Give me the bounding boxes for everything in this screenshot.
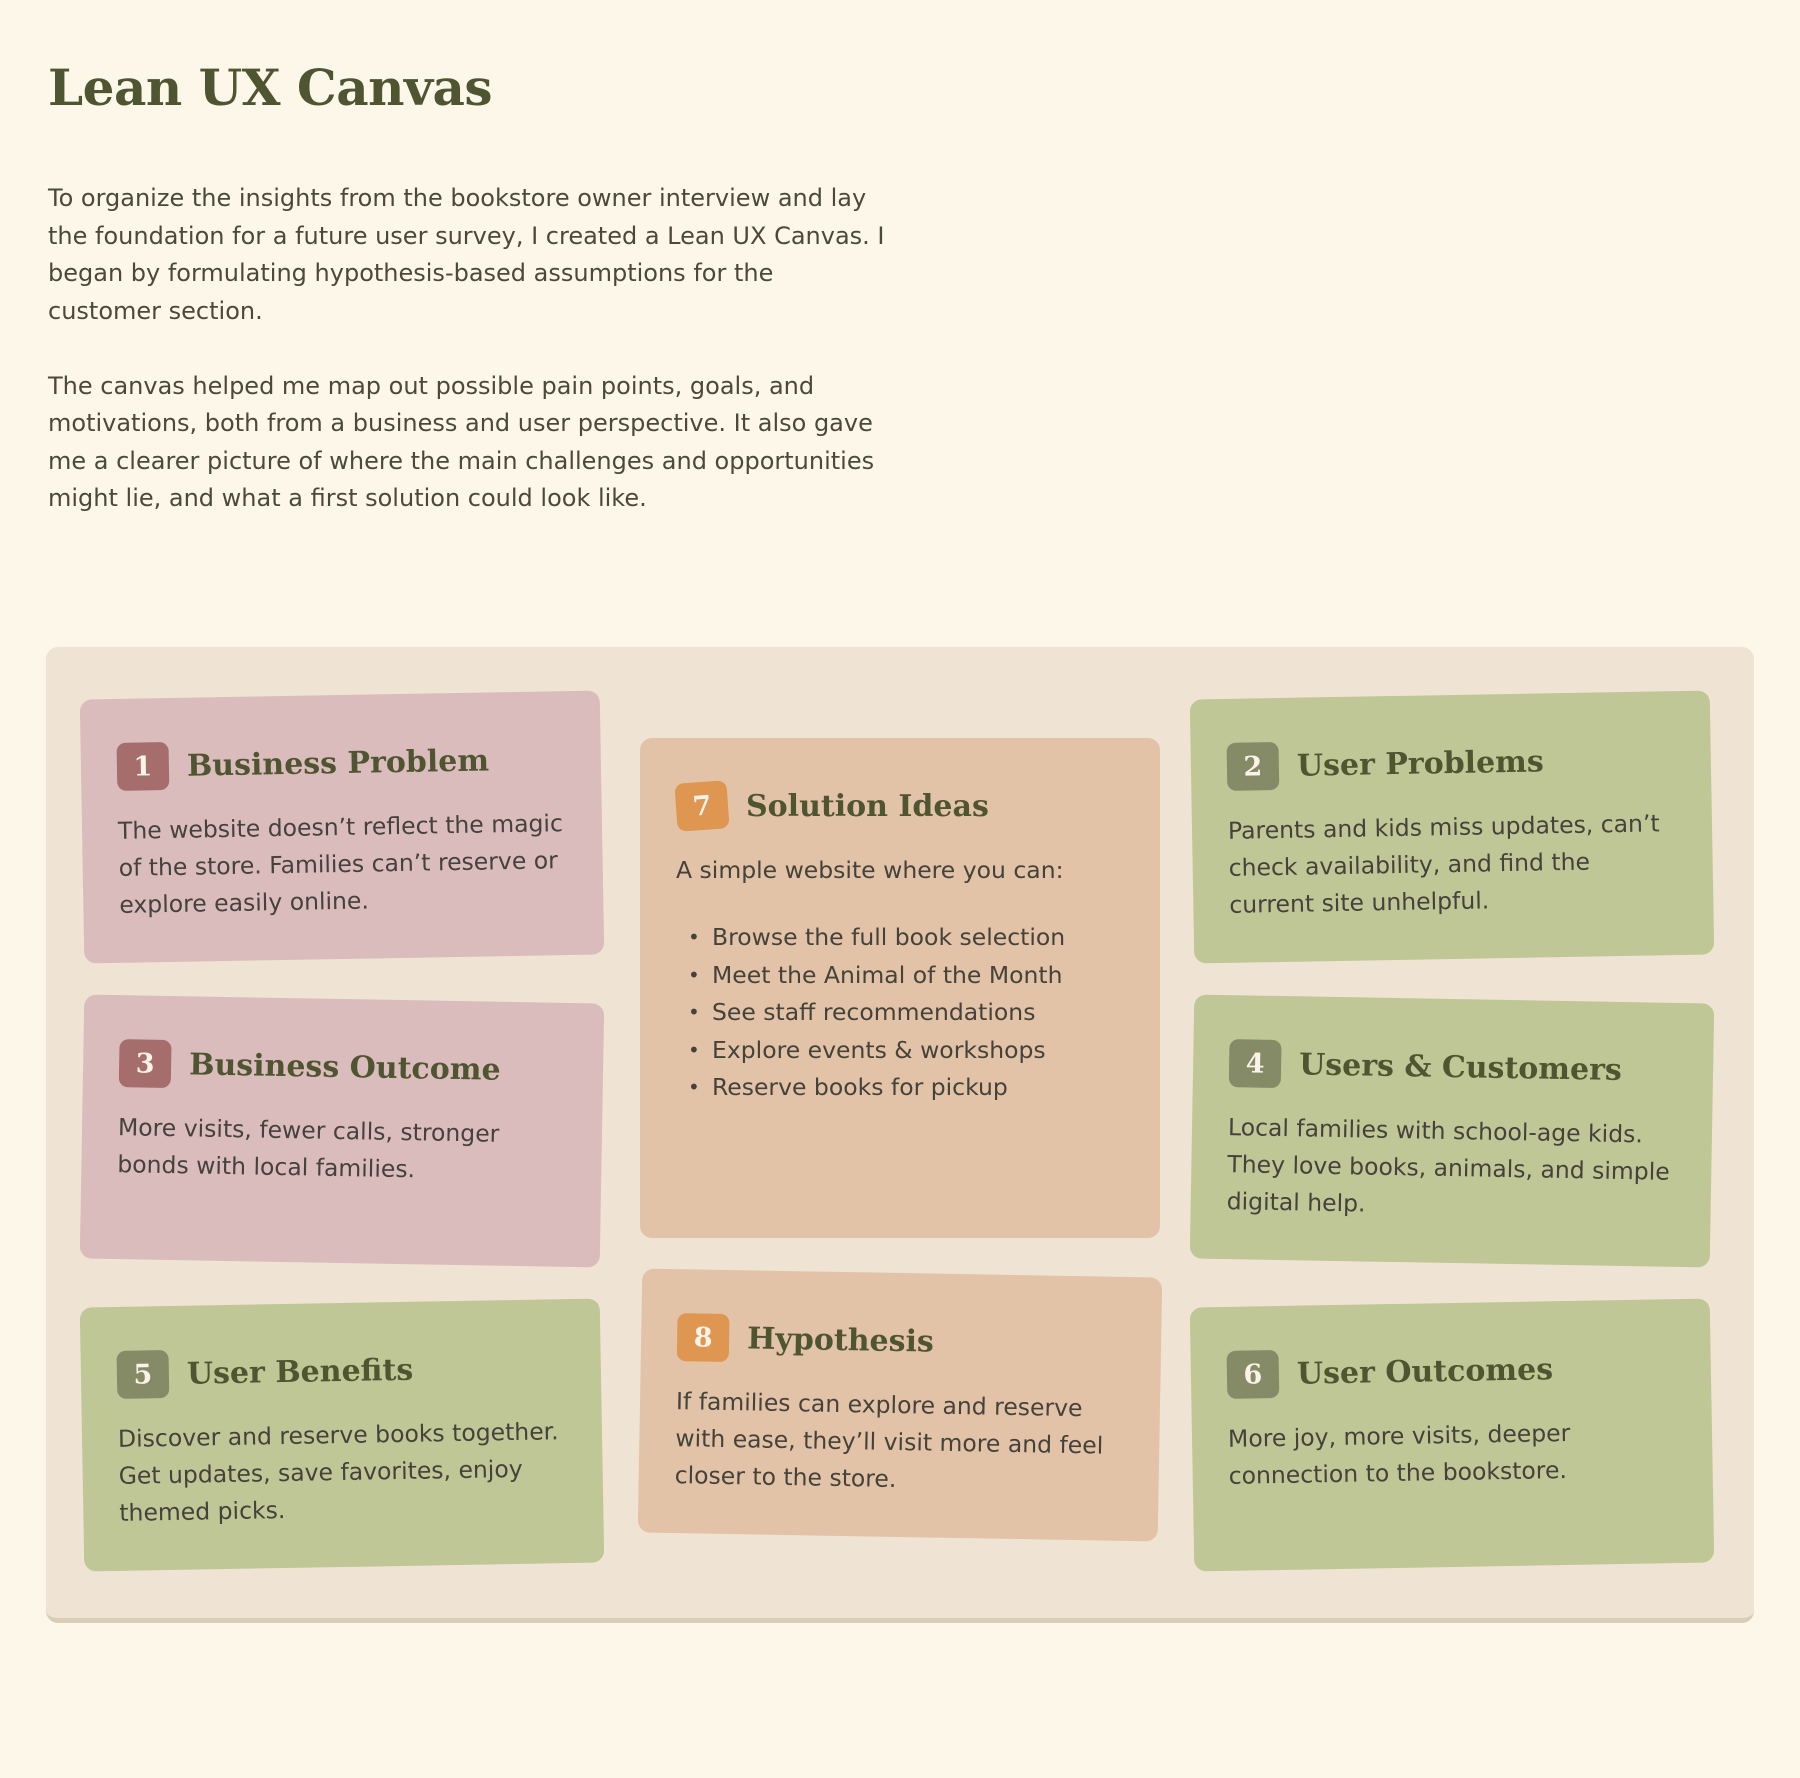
card-user-outcomes [1190, 1298, 1715, 1571]
card-title: Business Problem [186, 742, 490, 784]
card-body: More joy, more visits, deeper connection to the bookstore. [1227, 1418, 1571, 1490]
card-body: Discover and reserve books together. Get updates, save favorites, enjoy themed picks. [117, 1417, 559, 1527]
card-business-problem [80, 690, 605, 963]
card-title: Hypothesis [746, 1320, 935, 1360]
page-title: Lean UX Canvas [48, 58, 493, 117]
list-item: • Reserve books for pickup [688, 1069, 1124, 1107]
card-body: If families can explore and reserve with ease, they’ll visit more and feel closer to the store. [674, 1387, 1104, 1493]
card-header [677, 1313, 1126, 1369]
intro-text [48, 180, 888, 555]
intro-paragraph: The canvas helped me map out possible pain points, goals, and motivations, both from a business and user perspective. It also gave me a clearer picture of where the main challenges and opportunities might lie, and what a first solution could look like. [48, 371, 875, 512]
card-title: User Problems [1296, 743, 1545, 784]
card-users-customers [1190, 994, 1715, 1267]
card-header [1229, 1039, 1678, 1095]
number-badge: 4 [1229, 1039, 1282, 1088]
card-body: More visits, fewer calls, stronger bonds with local families. [117, 1113, 500, 1184]
number-badge: 8 [677, 1313, 730, 1362]
list-item: • Explore events & workshops [688, 1032, 1124, 1070]
card-header [116, 735, 565, 791]
lean-ux-canvas-board [46, 647, 1754, 1623]
card-body: Parents and kids miss updates, can’t check availability, and find the current site unhelpful. [1227, 809, 1660, 919]
card-header [676, 782, 1124, 830]
card-body: Local families with school-age kids. They love books, animals, and simple digital help. [1226, 1113, 1670, 1218]
card-title: User Benefits [186, 1352, 414, 1392]
card-title: Business Outcome [188, 1046, 501, 1088]
number-badge: 1 [116, 742, 169, 791]
card-title: User Outcomes [1296, 1351, 1554, 1392]
card-header [119, 1039, 568, 1095]
list-item: • Browse the full book selection [688, 919, 1124, 957]
card-body: The website doesn’t reflect the magic of the store. Families can’t reserve or explore easily online. [117, 809, 564, 919]
number-badge: 2 [1226, 742, 1279, 791]
number-badge: 7 [674, 780, 729, 832]
card-business-outcome [80, 994, 605, 1267]
list-item: • Meet the Animal of the Month [688, 957, 1124, 995]
card-body: A simple website where you can: [676, 856, 1064, 884]
card-title: Solution Ideas [746, 788, 989, 824]
number-badge: 6 [1226, 1350, 1279, 1399]
card-header [1226, 1343, 1675, 1399]
card-header [116, 1343, 565, 1399]
solution-list [676, 919, 1124, 1107]
card-user-benefits [80, 1298, 605, 1571]
card-header [1226, 735, 1675, 791]
card-title: Users & Customers [1298, 1046, 1623, 1088]
number-badge: 3 [119, 1039, 172, 1088]
card-hypothesis [638, 1268, 1163, 1541]
card-solution-ideas [640, 738, 1160, 1238]
card-user-problems [1190, 690, 1715, 963]
list-item: • See staff recommendations [688, 994, 1124, 1032]
intro-paragraph: To organize the insights from the bookstore owner interview and lay the foundation for a future user survey, I created a Lean UX Canvas. I began by formulating hypothesis-based assumptions for the customer section. [48, 184, 885, 325]
number-badge: 5 [116, 1350, 169, 1399]
